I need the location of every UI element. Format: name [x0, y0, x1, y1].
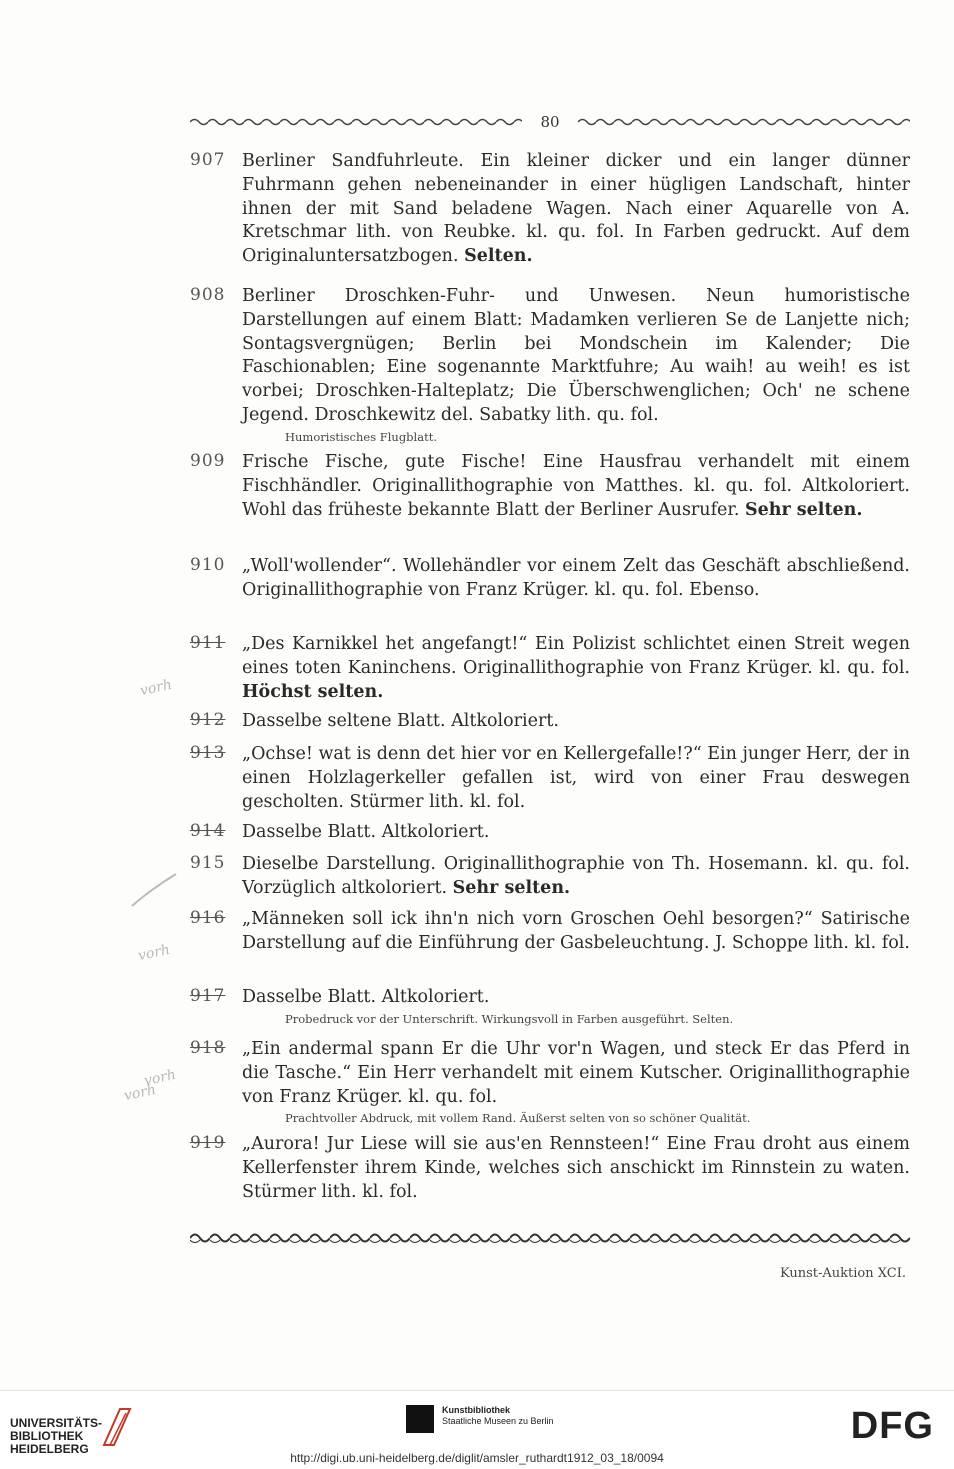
pencil-annotation: vorh: [138, 676, 174, 700]
entry-text: [242, 451, 910, 522]
catalog-entry: [190, 743, 910, 814]
entry-note: Prachtvoller Abdruck, mit vollem Rand. Äußerst selten von so schöner Qualität.: [285, 1111, 751, 1126]
page-number: 80: [540, 113, 560, 131]
catalog-entry: [190, 710, 910, 734]
entry-description: „Aurora! Jur Liese will sie aus'en Rennsteen!“ Eine Frau droht aus einem Kellerfenster ihrem Kinde, welches sich anschickt im Rinnstein zu waten. Stürmer lith. kl. fol.: [242, 1134, 910, 1202]
rarity-label: Höchst selten.: [242, 681, 384, 702]
dfg-logo: DFG: [850, 1405, 934, 1447]
entry-text: [242, 986, 910, 1010]
entry-text: [242, 633, 910, 704]
entry-description: „Ein andermal spann Er die Uhr vor'n Wagen, und steck Er das Pferd in die Tasche.“ Ein Herr verhandelt mit einem Kutscher. Originallithographie von Franz Krüger. kl. qu. fol.: [242, 1039, 910, 1107]
entry-number: 911: [190, 633, 226, 653]
university-logo: [100, 1405, 134, 1449]
entry-number: 913: [190, 743, 226, 763]
pencil-annotation: vorh: [122, 1081, 158, 1105]
catalog-entry: [190, 1038, 910, 1127]
entry-text: [242, 1038, 910, 1109]
entry-description: Dasselbe Blatt. Altkoloriert.: [242, 822, 490, 842]
entry-description: Berliner Droschken-Fuhr- und Unwesen. Neun humoristische Darstellungen auf einem Blatt: Madamken verlieren Se de Lanjette nich; Sontagsvergnügen; Berlin bei Mondschein im Kalender; Die Faschionablen; Eine sogenannte Marktfuhre; Au waih! au weih! es ist vorbei; Droschken-Halteplatz; Die Überschwenglichen; Och' ne schene Jegend. Droschkewitz del. Sabatky lith. qu. fol.: [242, 286, 910, 425]
footer-ornament: [190, 1230, 910, 1244]
catalog-entry: [190, 821, 910, 845]
rarity-label: Selten.: [464, 246, 533, 267]
entry-description: Dasselbe Blatt. Altkoloriert.: [242, 987, 490, 1007]
rarity-label: Sehr selten.: [452, 877, 571, 898]
entry-number: 917: [190, 986, 226, 1006]
pencil-annotation: vorh: [136, 941, 172, 965]
entry-number: 910: [190, 555, 226, 575]
source-url[interactable]: http://digi.ub.uni-heidelberg.de/diglit/amsler_ruthardt1912_03_18/0094: [290, 1451, 664, 1465]
entry-number: 912: [190, 710, 226, 730]
catalog-entry: [190, 285, 910, 446]
entry-text: [242, 285, 910, 428]
kunstbibliothek-logo: [406, 1405, 434, 1433]
kunstbibliothek-label: Kunstbibliothek Staatliche Museen zu Berlin: [442, 1405, 554, 1426]
catalog-entry: [190, 1133, 910, 1204]
university-label: UNIVERSITÄTS- BIBLIOTHEK HEIDELBERG: [10, 1416, 103, 1456]
entry-description: Dieselbe Darstellung. Originallithographie von Th. Hosemann. kl. qu. fol. Vorzüglich altkoloriert.: [242, 854, 910, 898]
entry-text: [242, 908, 910, 956]
entry-number: 907: [190, 150, 226, 170]
catalog-entry: [190, 451, 910, 522]
bottom-bar: [0, 1390, 954, 1469]
entry-description: Frische Fische, gute Fische! Eine Hausfrau verhandelt mit einem Fischhändler. Originallithographie von Matthes. kl. qu. fol. Altkoloriert. Wohl das früheste bekannte Blatt der Berliner Ausrufer.: [242, 452, 910, 520]
entry-description: Dasselbe seltene Blatt. Altkoloriert.: [242, 711, 559, 731]
rarity-label: Sehr selten.: [745, 499, 863, 520]
entry-note: Humoristisches Flugblatt.: [285, 429, 437, 444]
entry-description: Berliner Sandfuhrleute. Ein kleiner dicker und ein langer dünner Fuhrmann gehen nebeneinander in einer hügligen Landschaft, hinter ihnen der mit Sand beladene Wagen. Nach einer Aquarelle von A. Kretschmar lith. von Reubke. kl. qu. fol. In Farben gedruckt. Auf dem Originaluntersatzbogen.: [242, 151, 910, 267]
entry-number: 916: [190, 908, 226, 928]
page-header: [190, 108, 910, 136]
entry-description: „Ochse! wat is denn det hier vor en Kellergefalle!?“ Ein junger Herr, der in einen Holzlagerkeller gefallen ist, wird von einer Frau deswegen gescholten. Stürmer lith. kl. fol.: [242, 744, 910, 812]
entry-text: [242, 821, 910, 845]
entry-text: [242, 150, 910, 269]
entry-text: [242, 710, 910, 734]
header-ornament-right: [578, 117, 910, 127]
entry-number: 915: [190, 853, 226, 873]
catalog-entry: [190, 986, 910, 1028]
entry-note: Probedruck vor der Unterschrift. Wirkungsvoll in Farben ausgeführt. Selten.: [285, 1011, 734, 1026]
catalog-signature: Kunst-Auktion XCI.: [779, 1266, 906, 1281]
catalog-entry: [190, 150, 910, 269]
entry-text: [242, 1133, 910, 1204]
entry-description: „Des Karnikkel het angefangt!“ Ein Polizist schlichtet einen Streit wegen eines toten Kaninchens. Originallithographie von Franz Krüger. kl. qu. fol.: [242, 634, 910, 678]
catalog-entry: [190, 555, 910, 603]
pencil-annotation: vorh: [142, 1066, 178, 1090]
catalog-entry: [190, 908, 910, 956]
entry-number: 909: [190, 451, 226, 471]
header-ornament-left: [190, 117, 522, 127]
entry-text: [242, 555, 910, 603]
entry-description: „Männeken soll ick ihn'n nich vorn Groschen Oehl besorgen?“ Satirische Darstellung auf die Einführung der Gasbeleuchtung. J. Schoppe lith. kl. fol.: [242, 909, 910, 953]
entry-text: [242, 853, 910, 901]
pencil-stroke: [130, 870, 180, 910]
entry-text: [242, 743, 910, 814]
entry-number: 919: [190, 1133, 226, 1153]
catalog-entry: [190, 853, 910, 901]
entry-description: „Woll'wollender“. Wollehändler vor einem Zelt das Geschäft abschließend. Originallithographie von Franz Krüger. kl. qu. fol. Ebenso.: [242, 556, 910, 600]
entry-number: 908: [190, 285, 226, 305]
catalog-entry: [190, 633, 910, 704]
entry-number: 914: [190, 821, 226, 841]
entry-number: 918: [190, 1038, 226, 1058]
